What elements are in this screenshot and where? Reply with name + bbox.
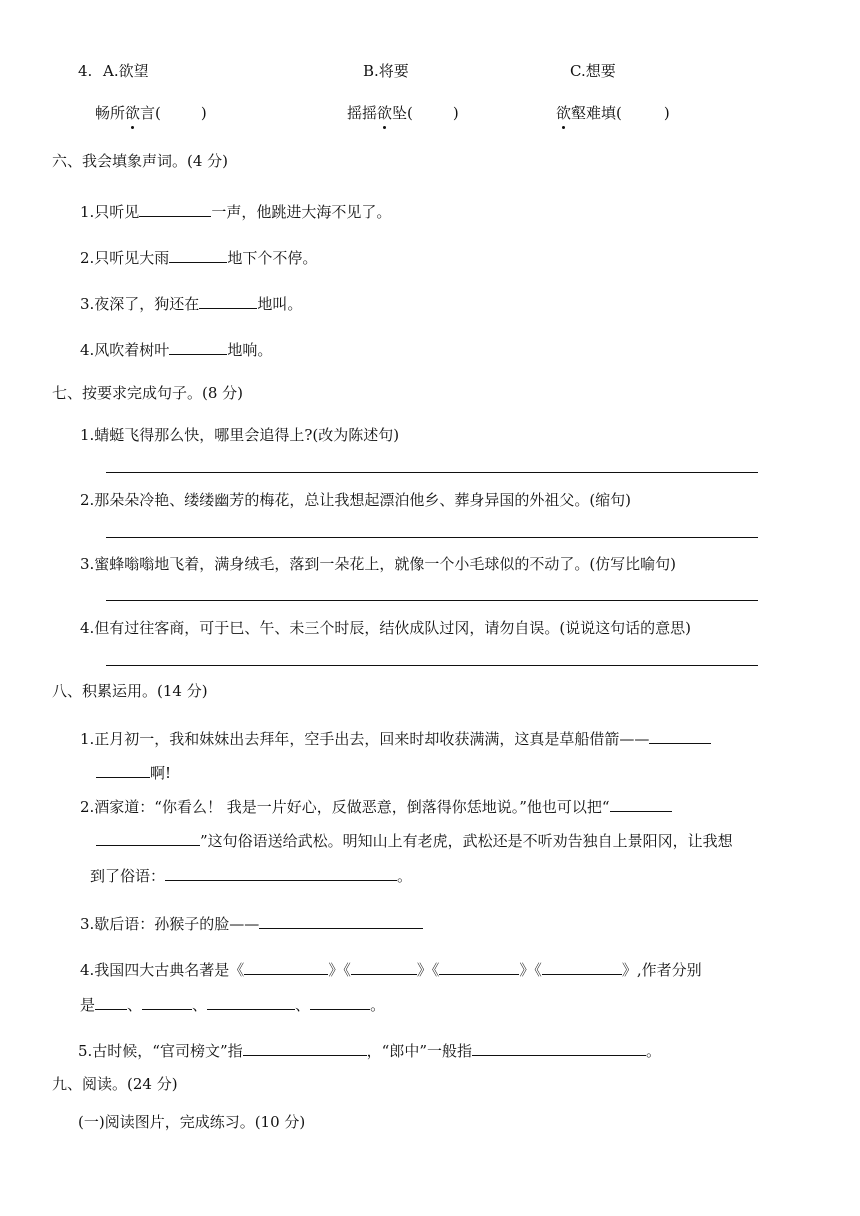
section-8-item-3: 3.歇后语：孙猴子的脸——	[80, 912, 423, 935]
q4-word-3: 欲壑难填( )	[556, 104, 670, 122]
blank[interactable]	[199, 292, 257, 309]
section-8-item-4-line-2: 是 、 、 、 。	[80, 993, 385, 1016]
answer-line-3[interactable]	[106, 600, 758, 601]
blank[interactable]	[244, 958, 328, 975]
answer-line-4[interactable]	[106, 665, 758, 666]
answer-line-2[interactable]	[106, 537, 758, 538]
section-7-item-2: 2.那朵朵冷艳、缕缕幽芳的梅花，总让我想起漂泊他乡、葬身异国的外祖父。(缩句)	[80, 491, 632, 509]
blank[interactable]	[310, 993, 370, 1010]
blank[interactable]	[95, 993, 127, 1010]
section-6-title: 六、我会填象声词。(4 分)	[52, 152, 229, 170]
blank[interactable]	[142, 993, 192, 1010]
q4-number: 4.	[78, 62, 93, 80]
section-8-item-4-line-1: 4.我国四大古典名著是《 》《 》《 》《 》,作者分别	[80, 958, 702, 981]
answer-line-1[interactable]	[106, 472, 758, 473]
q4-option-a: A.欲望	[103, 62, 149, 80]
section-6-item-3: 3.夜深了，狗还在 地叫。	[80, 292, 302, 315]
q4-option-b: B.将要	[363, 62, 409, 80]
blank[interactable]	[610, 795, 672, 812]
q4-word-2: 摇摇欲坠( )	[347, 104, 459, 122]
blank[interactable]	[169, 338, 227, 355]
section-7-item-4: 4.但有过往客商，可于巳、午、未三个时辰，结伙成队过冈，请勿自误。(说说这句话的意思)	[80, 619, 692, 637]
blank[interactable]	[207, 993, 295, 1010]
blank[interactable]	[243, 1039, 367, 1056]
blank[interactable]	[96, 829, 200, 846]
blank[interactable]	[259, 912, 423, 929]
section-9-title: 九、阅读。(24 分)	[52, 1075, 178, 1093]
blank[interactable]	[439, 958, 519, 975]
section-8-title: 八、积累运用。(14 分)	[52, 682, 208, 700]
blank[interactable]	[649, 727, 711, 744]
section-8-item-5: 5.古时候，“官司榜文”指 ，“郎中”一般指 。	[78, 1039, 661, 1062]
q4-option-c: C.想要	[570, 62, 616, 80]
section-8-item-2-line-3: 到了俗语： 。	[90, 864, 412, 887]
section-8-item-1-line-2: 啊!	[96, 761, 171, 784]
section-8-item-1-line-1: 1.正月初一，我和妹妹出去拜年，空手出去，回来时却收获满满，这真是草船借箭——	[80, 727, 711, 750]
blank[interactable]	[169, 246, 227, 263]
blank[interactable]	[165, 864, 397, 881]
section-8-item-2-line-1: 2.酒家道：“你看么！ 我是一片好心，反做恶意，倒落得你恁地说。”他也可以把“	[80, 795, 672, 818]
blank[interactable]	[542, 958, 622, 975]
blank[interactable]	[472, 1039, 646, 1056]
blank[interactable]	[351, 958, 417, 975]
section-8-item-2-line-2: ”这句俗语送给武松。明知山上有老虎，武松还是不听劝告独自上景阳冈，让我想	[96, 829, 733, 852]
section-7-item-3: 3.蜜蜂嗡嗡地飞着，满身绒毛，落到一朵花上，就像一个小毛球似的不动了。(仿写比喻句)	[80, 555, 677, 573]
section-6-item-1: 1.只听见 一声，他跳进大海不见了。	[80, 200, 391, 223]
blank[interactable]	[139, 200, 211, 217]
blank[interactable]	[96, 761, 150, 778]
q4-word-1: 畅所欲言( )	[95, 104, 207, 122]
section-7-title: 七、按要求完成句子。(8 分)	[52, 384, 244, 402]
section-9-subtitle: (一)阅读图片，完成练习。(10 分)	[78, 1113, 306, 1131]
section-6-item-4: 4.风吹着树叶 地响。	[80, 338, 272, 361]
section-6-item-2: 2.只听见大雨 地下个不停。	[80, 246, 317, 269]
section-7-item-1: 1.蜻蜓飞得那么快，哪里会追得上?(改为陈述句)	[80, 426, 400, 444]
